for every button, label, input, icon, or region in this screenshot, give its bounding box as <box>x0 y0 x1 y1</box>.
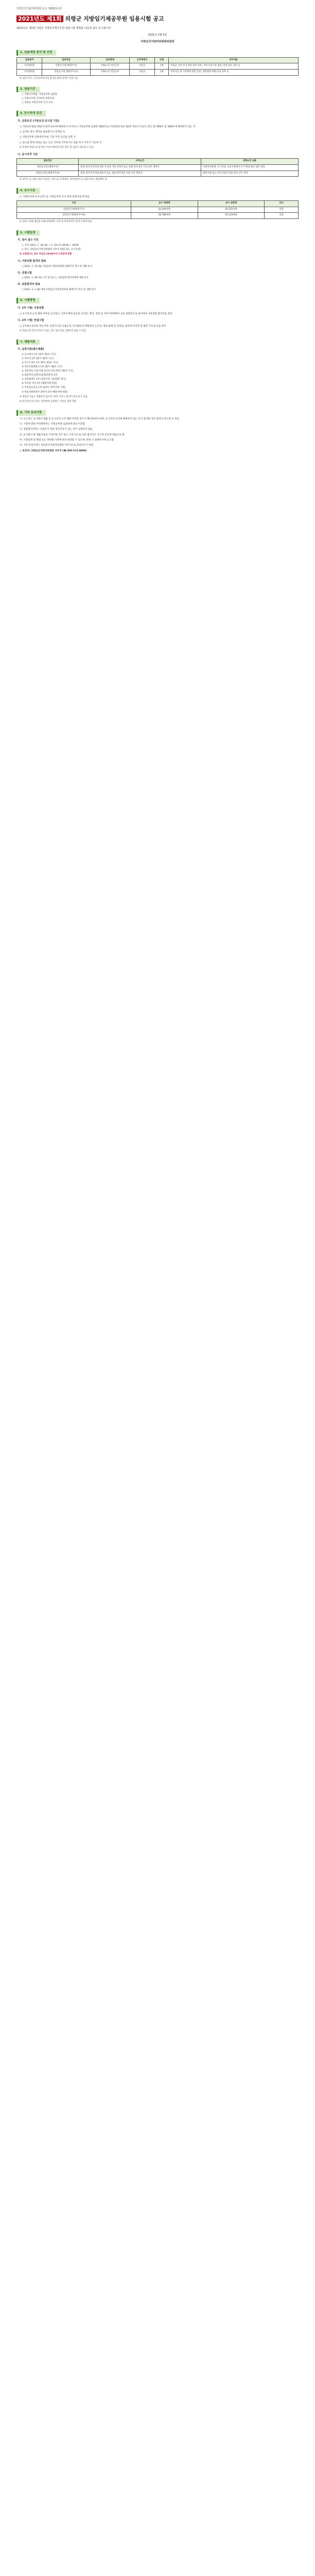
table-row <box>17 63 299 70</box>
section-schedule <box>16 230 299 292</box>
title-rest: 의령군 지방임기제공무원 임용시험 공고 <box>65 15 164 22</box>
list-item: ② 이력서 1부 (별지 제2호 서식) <box>22 358 54 361</box>
cell-count: 1명 <box>155 63 169 70</box>
sub-heading: 가. 1차 시험: 서류전형 <box>18 306 44 310</box>
col-header: 임용형태 <box>91 57 130 63</box>
list-item: ⑦ 경력증명서 1부 (경력기간, 담당업무 명시) <box>22 378 66 381</box>
table-row <box>17 165 299 171</box>
col-header: 비고 <box>265 201 299 207</box>
col-header: 임용분야 <box>17 57 42 63</box>
paragraph: ○ 응시자격 요건 해당 여부를 심사하고, 직무수행에 필요한 자격증, 학위, 경력 및 직무수행계획서 등을 종합적으로 평가하여 서류전형 합격자를 결정 <box>20 312 172 315</box>
sub-heading: 나. 서류전형 합격자 발표 <box>18 259 46 263</box>
table-row <box>17 70 299 76</box>
cell-grade: 일반임기제 (행정주사) <box>17 165 79 171</box>
list-item: 다. 최종합격자라도 신원조사 결과 결격사유가 있는 경우 임용하지 않음 <box>20 428 93 431</box>
section-heading: 4. 보수수준 <box>16 188 40 194</box>
sub-heading: 다. 면접시험 <box>18 271 32 275</box>
list-item: ○ 2021. 1. 25.(월) 의령군선거관리위원회 홈페이지 게시 및 개별 통지 <box>22 265 92 268</box>
section-heading: 1. 임용예정 분야 및 인원 <box>16 50 56 56</box>
list-item: ⑧ 자격증 사본 1부 (해당자에 한함) <box>22 382 57 385</box>
cell-grade: 일반임기제 (행정주사보) <box>17 171 79 177</box>
col-header: 근무예정지 <box>130 57 155 63</box>
title-highlight: 2021년도 제1회 <box>16 15 63 22</box>
cell-high: 55,119천원 <box>198 213 265 219</box>
table-header-row <box>17 159 299 165</box>
positions-table <box>16 57 299 76</box>
table-header-row <box>17 57 299 63</box>
cell-exp: 행정기관 또는 민간기관의 관련 분야 근무 경력 <box>201 171 299 177</box>
cell-low: 42,444천원 <box>131 207 198 213</box>
section-salary <box>16 188 299 224</box>
cell-low: 36,788천원 <box>131 213 198 219</box>
list-item: 나. 시험에 관한 부정행위자는 지방공무원 임용령에 따라 처리함 <box>20 422 85 426</box>
list-item: 라. 응시원서 및 제출서류의 기재사항 착오 또는 누락 등으로 인한 불이익은 응시자 본인의 책임으로 함 <box>20 433 125 436</box>
list-item: ○ 지방공무원법, 지방공무원 임용령 <box>22 93 57 96</box>
note: ※ 외국어로 된 서류는 번역하여 공증받은 서류를 함께 제출 <box>20 400 76 403</box>
list-item: ⑩ 취업지원대상자 증명서 1부 (해당자에 한함) <box>22 391 68 394</box>
cell-duty: 정치자금 및 기부행위 관련 업무, 위법행위 예방·단속 업무 등 <box>169 70 299 76</box>
paragraph: ○ 공무원으로서의 정신자세, 전문지식과 응용능력, 의사발표의 정확성과 논리성, 예의·품행 및 성실성, 창의력·의지력 및 발전 가능성 등을 평가 <box>20 325 166 328</box>
table-header-row <box>17 201 299 207</box>
cell-grade: 일반임기제 (행정주사) <box>42 63 91 70</box>
section-heading: 2. 임용기간 <box>16 87 40 92</box>
list-item: ⑥ 최종학력 증명서(졸업증명서) 1부 <box>22 374 58 377</box>
cell-req: 관련 분야 학사학위 취득자 또는 관련 분야 3년 이상 근무 경력자 <box>79 171 201 177</box>
sub-heading: 나. 2차 시험: 면접시험 <box>18 318 44 322</box>
section-method <box>16 298 299 333</box>
col-header: 경력요건 내용 <box>201 159 299 165</box>
list-item: ④ 직무수행계획서 1부 (별지 제4호 서식) <box>22 366 63 369</box>
section-heading: 5. 시험일정 <box>16 230 40 236</box>
salary-basis: ○ '지방공무원 보수규정' 및 '지방공무원 인사 분야 통합지침'에 따름 <box>20 195 90 198</box>
table-row <box>17 213 299 219</box>
table-row <box>17 207 299 213</box>
announcement-date: 2021년 1월 5일 <box>148 33 167 37</box>
sub-heading: 가. 원서 접수 기간 <box>18 239 39 242</box>
section-heading: 8. 기타 유의사항 <box>16 410 46 416</box>
col-header: 구분 <box>17 201 131 207</box>
cell-high: 63,555천원 <box>198 207 265 213</box>
note: ※ 연봉은 최종 협상을 통해 결정하며, 수당 및 복리후생은 관계 규정에 따름 <box>20 220 92 223</box>
cell-field: 지역협력관 <box>17 70 42 76</box>
cell-place: 의령군 <box>130 63 155 70</box>
col-header: 보수 하한액 <box>131 201 198 207</box>
sub-heading: 가. 공통서류(필수제출) <box>18 348 44 351</box>
cell-place: 의령군 <box>130 70 155 76</box>
list-item: ○ 지방공무원 임용령에 따른 기타 자격 요건을 갖춘 자 <box>20 136 76 139</box>
list-item: ① 응시원서 1부 (별지 제1호 서식) <box>22 353 56 357</box>
cell-duty: 의령군 지역 선거·정당 업무 보좌, 지역 유관기관 협력, 민원·홍보 업무 등 <box>169 63 299 70</box>
note: ※ 우편접수는 접수 마감일 18:00까지 도착분에 한함 <box>20 253 72 256</box>
section-positions <box>16 50 299 80</box>
list-item: ○ 의령군 지방공무원 인사 규칙 <box>22 101 53 105</box>
list-item: ○ 장소: 의령군선거관리위원회 사무국 (방문 또는 등기우편) <box>22 248 81 251</box>
section-heading: 6. 시험방법 <box>16 298 40 303</box>
section-eligibility <box>16 111 299 182</box>
col-header: 직무내용 <box>169 57 299 63</box>
eligibility-table <box>16 158 299 177</box>
list-item: ○ 남자의 경우 병역을 필하였거나 면제된 자 <box>20 130 65 133</box>
issuing-org: 의령군선거관리위원회위원장 <box>141 40 174 44</box>
cell-exp: 지방자치단체, 국가기관, 공공기관에서 선거·행정 관련 업무 경력 <box>201 165 299 171</box>
cell-req: 관련 분야 학사학위 취득 후 2년 이상 경력자 또는 관련 분야 5년 이상 근무 경력자 <box>79 165 201 171</box>
sub-heading: 가. 공통요건 (기본요건·공고일 기준) <box>18 119 60 123</box>
cell-note: 연봉 <box>265 207 299 213</box>
cell-type: 주40시간 전일근무 <box>91 70 130 76</box>
note: ※ 면접시험 결과 적격자가 없는 경우 합격자를 선발하지 않을 수 있음 <box>20 330 86 333</box>
note: ※ 제출된 서류는 반환하지 않으며, 허위 기재 시 합격이 취소될 수 있음 <box>20 395 88 398</box>
section-heading: 7. 제출서류 <box>16 340 40 345</box>
cell-field: 지역협력관 <box>17 63 42 70</box>
list-item: 가. 응시자는 응시원서 제출 전 응시자격 요건 해당 여부를 반드시 확인하여야 하며, 응시자격 요건에 해당하지 않는 자가 합격한 경우 합격이 취소될 수 있음 <box>20 417 180 420</box>
sub-heading: 라. 최종합격자 발표 <box>18 283 41 286</box>
note: ※ 경력은 응시원서 접수 마감일 기준으로 산정하며, 경력증명서 등 입증서류를 제출해야 함 <box>20 178 107 181</box>
list-item: ⑤ 개인정보 수집·이용 동의서 1부 (별지 제5호 서식) <box>22 370 74 373</box>
col-header: 임용직급 <box>17 159 79 165</box>
list-item: 바. 기타 문의사항은 의령군선거관리위원회 사무국으로 문의하시기 바람 <box>20 444 94 447</box>
cell-note: 연봉 <box>265 213 299 219</box>
list-item: ○ 2021. 2. 1.(월) 예정 의령군선거관리위원회 홈페이지 게시 및 개별 통지 <box>22 289 96 292</box>
list-item: 마. 시험일정 및 방법 등은 위원회 사정에 따라 변경될 수 있으며, 변경 시 홈페이지에 공고함 <box>20 438 114 442</box>
cell-type: 주40시간 전일근무 <box>91 63 130 70</box>
cell-count: 1명 <box>155 70 169 76</box>
contact-info: ○ 문의처: 의령군선거관리위원회 사무국 (☎ 055-573-0000) <box>20 449 87 452</box>
list-item: ⑨ 주민등록초본 1부 (남자는 병역사항 기재) <box>22 386 65 389</box>
note: ※ 부정한 방법으로 합격한 사실이 확인될 경우 합격 및 임용이 취소될 수 있음 <box>20 146 94 149</box>
table-footnote: ※ 임용기간은 근무실적에 따라 총 5년 범위 내에서 연장 가능 <box>20 77 79 80</box>
salary-table <box>16 200 299 219</box>
intro-text: 2021년도 제1회 의령군 지방임기제공무원 임용시험 계획을 다음과 같이 공고합니다. <box>16 26 112 30</box>
section-documents <box>16 340 299 404</box>
section-heading: 3. 응시자격 요건 <box>16 111 46 116</box>
list-item: ○ 기간: 2021. 1. 18.(월) ~ 1. 20.(수) 09:00 ~ 18:00 <box>22 244 79 247</box>
cell-kind: 일반임기제(행정주사보) <box>17 213 131 219</box>
col-header: 자격요건 <box>79 159 201 165</box>
col-header: 보수 상한액 <box>198 201 265 207</box>
cell-grade: 일반임기제 (행정주사보) <box>42 70 91 76</box>
section-notices <box>16 410 299 453</box>
list-item: ○ 2021. 1. 28.(목) 시간 및 장소는 서류전형 합격자에게 개별 통지 <box>22 277 89 280</box>
list-item: ○ 공고일 현재 의령군 또는 인근 지역에 거주하거나 임용 즉시 거주가 가능한 자 <box>20 141 102 144</box>
list-item: ○ 지방공무원법 제31조(결격사유)에 해당하지 아니하고, 지방공무원 임용령 제65조(응시연령)에 따른 18세 이상인 자로서, 같은 법 제66조 및 제69조에 해당하지 않는 자 <box>20 125 196 128</box>
section-term <box>16 87 299 105</box>
announcement-number: 의령군선거관리위원회 공고 제2021-1호 <box>16 7 62 10</box>
col-header: 인원 <box>155 57 169 63</box>
sub-heading: 나. 응시자격 기준 <box>18 152 38 156</box>
list-item: ○ 지방공무원 인사분야 통합지침 <box>22 97 55 100</box>
page-title <box>16 14 299 23</box>
col-header: 임용직급 <box>42 57 91 63</box>
cell-kind: 일반임기제(행정주사) <box>17 207 131 213</box>
table-row <box>17 171 299 177</box>
list-item: ③ 자기소개서 1부 (별지 제3호 서식) <box>22 362 58 365</box>
